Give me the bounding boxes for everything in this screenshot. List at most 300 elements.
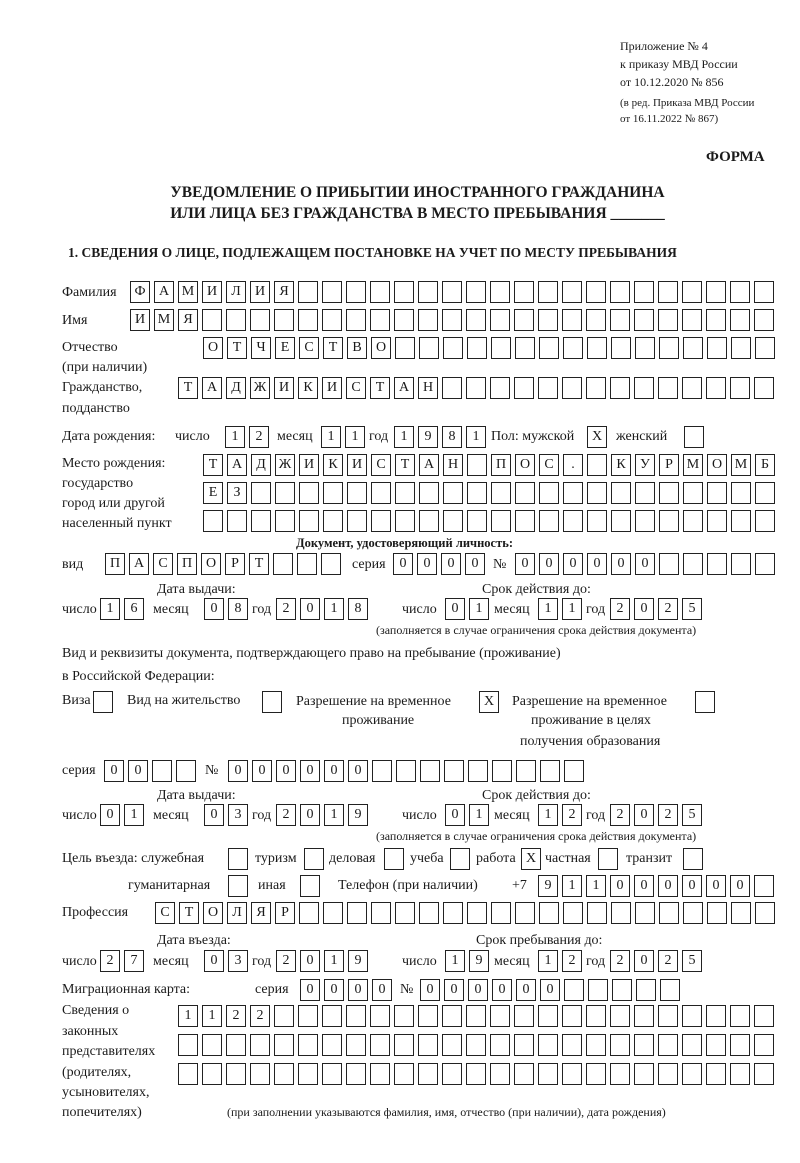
char-cell[interactable] [564, 979, 584, 1001]
char-cell[interactable] [490, 377, 510, 399]
char-cell[interactable]: 1 [538, 950, 558, 972]
checkbox-cell[interactable] [228, 875, 248, 897]
char-cell[interactable] [394, 281, 414, 303]
char-cell[interactable] [299, 510, 319, 532]
char-cell[interactable] [395, 902, 415, 924]
char-cell[interactable]: О [203, 902, 223, 924]
char-cell[interactable]: 0 [252, 760, 272, 782]
char-cell[interactable]: В [347, 337, 367, 359]
char-cell[interactable] [611, 482, 631, 504]
char-cell[interactable]: 0 [540, 979, 560, 1001]
char-cell[interactable]: 9 [418, 426, 438, 448]
char-cell[interactable]: 0 [634, 875, 654, 897]
char-cell[interactable] [491, 902, 511, 924]
char-cell[interactable]: Д [226, 377, 246, 399]
char-cell[interactable] [538, 1034, 558, 1056]
char-cell[interactable]: . [563, 454, 583, 476]
char-cell[interactable]: А [202, 377, 222, 399]
char-cell[interactable] [372, 760, 392, 782]
char-cell[interactable]: О [201, 553, 221, 575]
char-cell[interactable] [514, 1063, 534, 1085]
char-cell[interactable] [562, 1005, 582, 1027]
char-cell[interactable]: 0 [445, 804, 465, 826]
checkbox-cell[interactable] [384, 848, 404, 870]
char-cell[interactable] [658, 281, 678, 303]
char-cell[interactable] [563, 337, 583, 359]
char-cell[interactable]: 1 [469, 598, 489, 620]
char-cell[interactable] [707, 482, 727, 504]
char-cell[interactable] [754, 875, 774, 897]
char-cell[interactable]: 5 [682, 804, 702, 826]
char-cell[interactable] [202, 1063, 222, 1085]
char-cell[interactable] [298, 1005, 318, 1027]
char-cell[interactable]: 0 [420, 979, 440, 1001]
char-cell[interactable] [515, 510, 535, 532]
char-cell[interactable]: 3 [228, 804, 248, 826]
char-cell[interactable]: С [299, 337, 319, 359]
char-cell[interactable] [658, 1005, 678, 1027]
char-cell[interactable]: К [298, 377, 318, 399]
char-cell[interactable]: 0 [587, 553, 607, 575]
char-cell[interactable] [610, 309, 630, 331]
char-cell[interactable]: И [130, 309, 150, 331]
char-cell[interactable]: 2 [658, 598, 678, 620]
char-cell[interactable]: 0 [204, 804, 224, 826]
char-cell[interactable] [490, 1063, 510, 1085]
char-cell[interactable] [274, 1063, 294, 1085]
char-cell[interactable]: Т [323, 337, 343, 359]
char-cell[interactable]: О [707, 454, 727, 476]
char-cell[interactable]: 0 [465, 553, 485, 575]
checkbox-cell[interactable] [300, 875, 320, 897]
char-cell[interactable]: 0 [563, 553, 583, 575]
char-cell[interactable]: П [177, 553, 197, 575]
char-cell[interactable] [347, 482, 367, 504]
char-cell[interactable] [442, 1063, 462, 1085]
char-cell[interactable] [587, 454, 607, 476]
char-cell[interactable]: Т [203, 454, 223, 476]
char-cell[interactable] [755, 553, 775, 575]
char-cell[interactable] [706, 1063, 726, 1085]
char-cell[interactable]: 2 [658, 950, 678, 972]
char-cell[interactable] [323, 482, 343, 504]
char-cell[interactable] [586, 1005, 606, 1027]
char-cell[interactable] [659, 902, 679, 924]
char-cell[interactable]: К [611, 454, 631, 476]
char-cell[interactable]: Ф [130, 281, 150, 303]
char-cell[interactable]: 0 [348, 979, 368, 1001]
char-cell[interactable] [492, 760, 512, 782]
char-cell[interactable] [467, 902, 487, 924]
char-cell[interactable]: 0 [682, 875, 702, 897]
char-cell[interactable] [514, 281, 534, 303]
char-cell[interactable] [754, 1034, 774, 1056]
char-cell[interactable] [419, 337, 439, 359]
char-cell[interactable] [683, 553, 703, 575]
char-cell[interactable]: Т [178, 377, 198, 399]
char-cell[interactable] [755, 482, 775, 504]
char-cell[interactable] [683, 510, 703, 532]
checkbox-cell[interactable] [93, 691, 113, 713]
char-cell[interactable] [442, 1034, 462, 1056]
char-cell[interactable] [442, 281, 462, 303]
char-cell[interactable] [395, 510, 415, 532]
char-cell[interactable] [250, 309, 270, 331]
char-cell[interactable] [322, 1034, 342, 1056]
char-cell[interactable] [322, 1063, 342, 1085]
char-cell[interactable] [346, 281, 366, 303]
char-cell[interactable]: 0 [706, 875, 726, 897]
char-cell[interactable] [203, 510, 223, 532]
char-cell[interactable] [396, 760, 416, 782]
char-cell[interactable] [730, 281, 750, 303]
char-cell[interactable]: О [371, 337, 391, 359]
char-cell[interactable] [659, 337, 679, 359]
char-cell[interactable]: 9 [469, 950, 489, 972]
char-cell[interactable] [611, 337, 631, 359]
char-cell[interactable] [515, 337, 535, 359]
char-cell[interactable]: Т [370, 377, 390, 399]
char-cell[interactable]: Д [251, 454, 271, 476]
char-cell[interactable] [706, 1005, 726, 1027]
char-cell[interactable] [660, 979, 680, 1001]
char-cell[interactable] [731, 902, 751, 924]
char-cell[interactable] [178, 1034, 198, 1056]
char-cell[interactable] [418, 1034, 438, 1056]
checkbox-cell[interactable] [262, 691, 282, 713]
char-cell[interactable] [202, 1034, 222, 1056]
char-cell[interactable] [730, 1063, 750, 1085]
char-cell[interactable] [514, 1034, 534, 1056]
char-cell[interactable]: Л [226, 281, 246, 303]
char-cell[interactable]: 0 [300, 950, 320, 972]
char-cell[interactable] [755, 510, 775, 532]
char-cell[interactable] [658, 309, 678, 331]
char-cell[interactable]: М [731, 454, 751, 476]
char-cell[interactable]: Е [203, 482, 223, 504]
char-cell[interactable]: 6 [124, 598, 144, 620]
char-cell[interactable]: 1 [321, 426, 341, 448]
char-cell[interactable] [562, 309, 582, 331]
char-cell[interactable] [298, 1034, 318, 1056]
char-cell[interactable]: Н [443, 454, 463, 476]
char-cell[interactable]: 0 [104, 760, 124, 782]
char-cell[interactable]: 0 [348, 760, 368, 782]
char-cell[interactable]: 8 [442, 426, 462, 448]
char-cell[interactable] [634, 1063, 654, 1085]
char-cell[interactable] [297, 553, 317, 575]
char-cell[interactable] [467, 510, 487, 532]
char-cell[interactable] [491, 337, 511, 359]
char-cell[interactable] [635, 482, 655, 504]
char-cell[interactable] [730, 1005, 750, 1027]
char-cell[interactable] [275, 482, 295, 504]
char-cell[interactable]: 1 [324, 950, 344, 972]
char-cell[interactable]: Я [251, 902, 271, 924]
char-cell[interactable]: Н [418, 377, 438, 399]
char-cell[interactable]: 3 [228, 950, 248, 972]
char-cell[interactable] [588, 979, 608, 1001]
char-cell[interactable] [659, 510, 679, 532]
char-cell[interactable]: 1 [324, 598, 344, 620]
char-cell[interactable] [707, 337, 727, 359]
char-cell[interactable]: 0 [204, 950, 224, 972]
char-cell[interactable]: М [154, 309, 174, 331]
char-cell[interactable] [443, 902, 463, 924]
char-cell[interactable] [564, 760, 584, 782]
char-cell[interactable] [299, 482, 319, 504]
char-cell[interactable] [707, 553, 727, 575]
char-cell[interactable] [587, 482, 607, 504]
char-cell[interactable]: 1 [394, 426, 414, 448]
char-cell[interactable] [706, 309, 726, 331]
char-cell[interactable]: 9 [538, 875, 558, 897]
char-cell[interactable] [635, 337, 655, 359]
char-cell[interactable] [659, 553, 679, 575]
char-cell[interactable] [274, 1034, 294, 1056]
char-cell[interactable]: П [491, 454, 511, 476]
char-cell[interactable] [346, 1005, 366, 1027]
char-cell[interactable]: 0 [100, 804, 120, 826]
char-cell[interactable]: 0 [515, 553, 535, 575]
char-cell[interactable] [731, 553, 751, 575]
char-cell[interactable] [178, 1063, 198, 1085]
char-cell[interactable] [273, 553, 293, 575]
checkbox-cell[interactable] [684, 426, 704, 448]
char-cell[interactable] [755, 337, 775, 359]
char-cell[interactable]: 1 [345, 426, 365, 448]
char-cell[interactable] [683, 482, 703, 504]
char-cell[interactable] [419, 902, 439, 924]
char-cell[interactable] [539, 902, 559, 924]
char-cell[interactable]: И [250, 281, 270, 303]
char-cell[interactable] [466, 281, 486, 303]
char-cell[interactable] [226, 1063, 246, 1085]
char-cell[interactable] [516, 760, 536, 782]
checkbox-cell[interactable] [598, 848, 618, 870]
char-cell[interactable] [682, 377, 702, 399]
char-cell[interactable]: 0 [492, 979, 512, 1001]
char-cell[interactable] [634, 281, 654, 303]
char-cell[interactable] [323, 902, 343, 924]
char-cell[interactable] [730, 377, 750, 399]
char-cell[interactable]: Я [274, 281, 294, 303]
char-cell[interactable]: 1 [562, 598, 582, 620]
char-cell[interactable]: 0 [516, 979, 536, 1001]
char-cell[interactable] [562, 281, 582, 303]
char-cell[interactable] [443, 482, 463, 504]
char-cell[interactable] [226, 309, 246, 331]
char-cell[interactable] [226, 1034, 246, 1056]
char-cell[interactable] [658, 1063, 678, 1085]
char-cell[interactable] [466, 309, 486, 331]
char-cell[interactable] [634, 377, 654, 399]
char-cell[interactable]: 1 [466, 426, 486, 448]
char-cell[interactable] [634, 309, 654, 331]
char-cell[interactable] [658, 377, 678, 399]
char-cell[interactable]: О [203, 337, 223, 359]
char-cell[interactable] [466, 377, 486, 399]
char-cell[interactable]: 0 [276, 760, 296, 782]
char-cell[interactable] [490, 309, 510, 331]
char-cell[interactable] [395, 337, 415, 359]
char-cell[interactable]: И [274, 377, 294, 399]
char-cell[interactable]: И [299, 454, 319, 476]
char-cell[interactable] [322, 309, 342, 331]
char-cell[interactable] [251, 510, 271, 532]
char-cell[interactable] [539, 337, 559, 359]
char-cell[interactable]: 0 [445, 598, 465, 620]
char-cell[interactable]: 5 [682, 950, 702, 972]
char-cell[interactable] [754, 1005, 774, 1027]
char-cell[interactable] [635, 902, 655, 924]
char-cell[interactable] [586, 1063, 606, 1085]
char-cell[interactable] [587, 902, 607, 924]
char-cell[interactable]: 0 [204, 598, 224, 620]
char-cell[interactable]: 1 [538, 804, 558, 826]
char-cell[interactable] [322, 1005, 342, 1027]
char-cell[interactable] [611, 510, 631, 532]
char-cell[interactable] [563, 482, 583, 504]
char-cell[interactable] [636, 979, 656, 1001]
char-cell[interactable]: 0 [611, 553, 631, 575]
char-cell[interactable]: 0 [610, 875, 630, 897]
char-cell[interactable]: С [153, 553, 173, 575]
char-cell[interactable]: 0 [730, 875, 750, 897]
char-cell[interactable]: 8 [348, 598, 368, 620]
char-cell[interactable]: С [346, 377, 366, 399]
char-cell[interactable] [707, 510, 727, 532]
char-cell[interactable]: 2 [610, 804, 630, 826]
char-cell[interactable] [346, 1063, 366, 1085]
char-cell[interactable]: Т [395, 454, 415, 476]
char-cell[interactable] [275, 510, 295, 532]
char-cell[interactable]: 2 [658, 804, 678, 826]
char-cell[interactable] [683, 337, 703, 359]
char-cell[interactable] [755, 902, 775, 924]
char-cell[interactable]: 1 [324, 804, 344, 826]
char-cell[interactable] [634, 1005, 654, 1027]
char-cell[interactable]: А [129, 553, 149, 575]
char-cell[interactable]: О [515, 454, 535, 476]
char-cell[interactable]: 1 [124, 804, 144, 826]
char-cell[interactable] [611, 902, 631, 924]
char-cell[interactable] [444, 760, 464, 782]
char-cell[interactable] [540, 760, 560, 782]
char-cell[interactable]: М [683, 454, 703, 476]
char-cell[interactable]: К [323, 454, 343, 476]
char-cell[interactable]: 0 [634, 598, 654, 620]
char-cell[interactable] [731, 337, 751, 359]
char-cell[interactable] [176, 760, 196, 782]
char-cell[interactable]: 0 [417, 553, 437, 575]
char-cell[interactable]: С [539, 454, 559, 476]
char-cell[interactable] [562, 377, 582, 399]
char-cell[interactable]: 2 [562, 804, 582, 826]
char-cell[interactable] [754, 1063, 774, 1085]
char-cell[interactable] [323, 510, 343, 532]
char-cell[interactable] [419, 510, 439, 532]
char-cell[interactable] [467, 454, 487, 476]
char-cell[interactable] [202, 309, 222, 331]
char-cell[interactable]: А [154, 281, 174, 303]
char-cell[interactable] [443, 510, 463, 532]
char-cell[interactable]: И [322, 377, 342, 399]
char-cell[interactable] [706, 281, 726, 303]
char-cell[interactable] [152, 760, 172, 782]
char-cell[interactable]: Л [227, 902, 247, 924]
char-cell[interactable] [515, 482, 535, 504]
char-cell[interactable]: Р [659, 454, 679, 476]
char-cell[interactable]: 1 [445, 950, 465, 972]
char-cell[interactable]: 1 [178, 1005, 198, 1027]
char-cell[interactable]: 2 [276, 950, 296, 972]
checkbox-cell[interactable] [304, 848, 324, 870]
char-cell[interactable] [418, 281, 438, 303]
char-cell[interactable] [442, 309, 462, 331]
char-cell[interactable]: 0 [300, 598, 320, 620]
char-cell[interactable]: 0 [300, 804, 320, 826]
char-cell[interactable]: 2 [610, 598, 630, 620]
char-cell[interactable]: Т [227, 337, 247, 359]
char-cell[interactable]: 8 [228, 598, 248, 620]
char-cell[interactable] [586, 309, 606, 331]
char-cell[interactable]: 0 [393, 553, 413, 575]
char-cell[interactable]: 2 [276, 598, 296, 620]
char-cell[interactable] [370, 1063, 390, 1085]
char-cell[interactable]: А [394, 377, 414, 399]
checkbox-cell[interactable]: X [587, 426, 607, 448]
char-cell[interactable] [538, 1005, 558, 1027]
char-cell[interactable] [538, 1063, 558, 1085]
char-cell[interactable] [468, 760, 488, 782]
char-cell[interactable] [371, 482, 391, 504]
char-cell[interactable]: Ж [250, 377, 270, 399]
char-cell[interactable] [538, 377, 558, 399]
char-cell[interactable] [418, 309, 438, 331]
char-cell[interactable] [491, 482, 511, 504]
char-cell[interactable]: Т [249, 553, 269, 575]
char-cell[interactable]: Р [275, 902, 295, 924]
char-cell[interactable] [539, 510, 559, 532]
char-cell[interactable] [371, 902, 391, 924]
char-cell[interactable]: 2 [249, 426, 269, 448]
char-cell[interactable] [442, 1005, 462, 1027]
char-cell[interactable]: 0 [228, 760, 248, 782]
char-cell[interactable]: И [202, 281, 222, 303]
char-cell[interactable]: 2 [610, 950, 630, 972]
char-cell[interactable] [731, 510, 751, 532]
char-cell[interactable] [563, 902, 583, 924]
char-cell[interactable] [420, 760, 440, 782]
char-cell[interactable] [682, 1034, 702, 1056]
char-cell[interactable]: 0 [635, 553, 655, 575]
char-cell[interactable] [707, 902, 727, 924]
char-cell[interactable]: 5 [682, 598, 702, 620]
char-cell[interactable]: П [105, 553, 125, 575]
char-cell[interactable] [443, 337, 463, 359]
char-cell[interactable] [370, 1034, 390, 1056]
char-cell[interactable]: 1 [586, 875, 606, 897]
char-cell[interactable]: 0 [324, 979, 344, 1001]
char-cell[interactable]: 0 [634, 950, 654, 972]
char-cell[interactable] [586, 281, 606, 303]
char-cell[interactable]: 9 [348, 950, 368, 972]
char-cell[interactable]: 9 [348, 804, 368, 826]
char-cell[interactable] [682, 1063, 702, 1085]
char-cell[interactable] [682, 281, 702, 303]
char-cell[interactable]: 0 [468, 979, 488, 1001]
